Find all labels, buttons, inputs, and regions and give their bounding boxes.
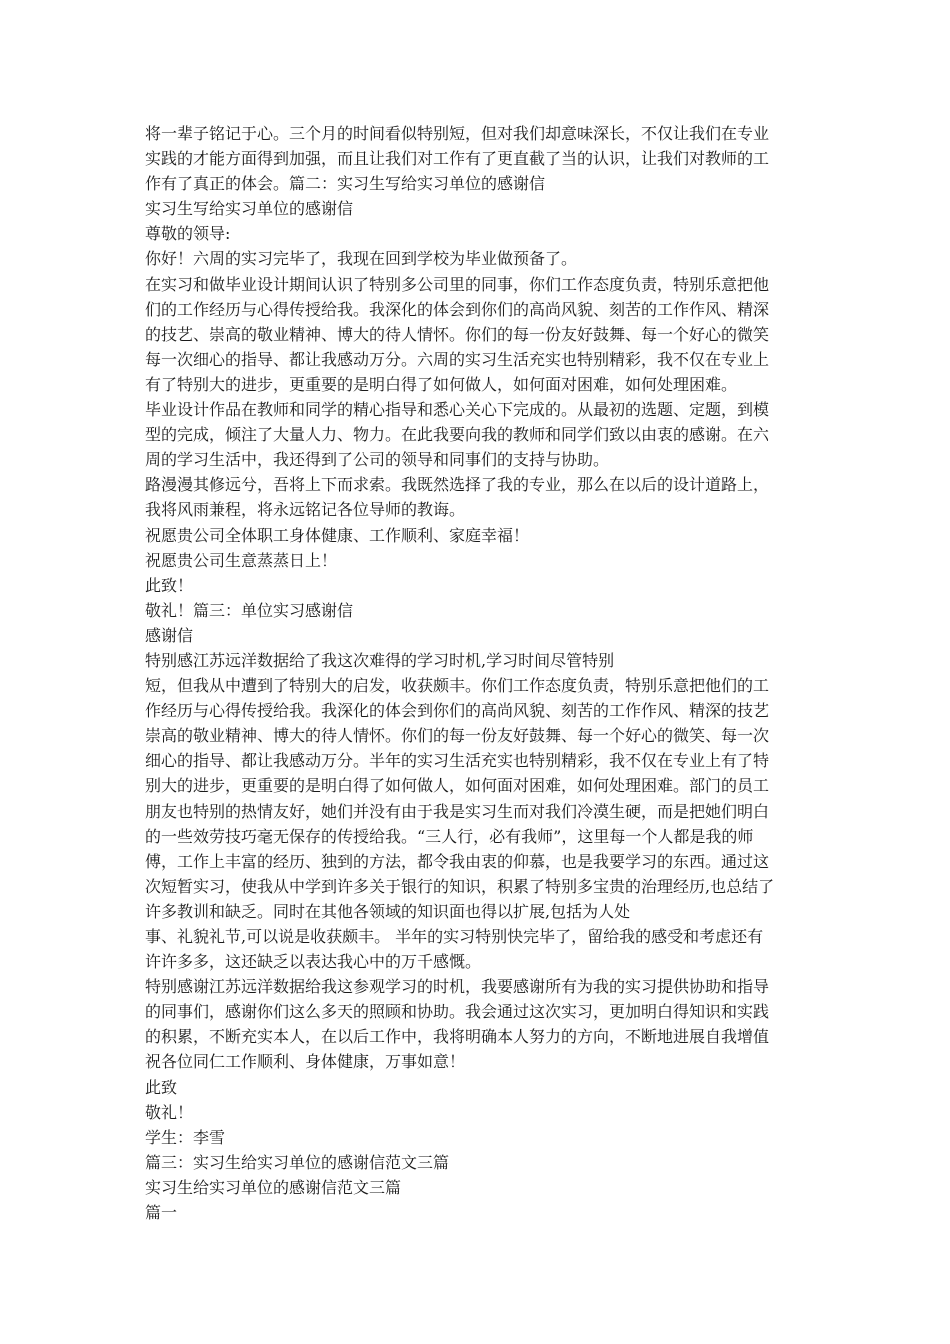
- text-line: 的积累，不断充实本人，在以后工作中，我将明确本人努力的方向，不断地进展自我增值: [145, 1027, 770, 1047]
- text-line: 们的工作经历与心得传授给我。我深化的体会到你们的高尚风貌、刻苦的工作作风、精深: [145, 299, 770, 319]
- text-line: 许多教训和缺乏。同时在其他各领域的知识面也得以扩展,包括为人处: [145, 901, 631, 921]
- text-line: 特别感江苏远洋数据给了我这次难得的学习时机,学习时间尽管特别: [145, 650, 615, 670]
- text-line: 敬礼！: [145, 1102, 194, 1122]
- text-line: 在实习和做毕业设计期间认识了特别多公司里的同事，你们工作态度负责，特别乐意把他: [145, 274, 770, 294]
- text-line: 我将风雨兼程，将永远铭记各位导师的教诲。: [145, 500, 466, 520]
- text-line: 的技艺、崇高的敬业精神、博大的待人情怀。你们的每一份友好鼓舞、每一个好心的微笑: [145, 324, 770, 344]
- text-line: 学生：李雪: [145, 1127, 226, 1147]
- text-line: 型的完成，倾注了大量人力、物力。在此我要向我的教师和同学们致以由衷的感谢。在六: [145, 425, 770, 445]
- text-line: 每一次细心的指导、都让我感动万分。六周的实习生活充实也特别精彩，我不仅在专业上: [145, 349, 770, 369]
- text-line: 此致！: [145, 575, 194, 595]
- text-line: 祝各位同仁工作顺利、身体健康，万事如意！: [145, 1052, 466, 1072]
- text-line: 朋友也特别的热情友好，她们并没有由于我是实习生而对我们冷漠生硬，而是把她们明白: [145, 801, 770, 821]
- text-line: 的同事们，感谢你们这么多天的照顾和协助。我会通过这次实习，更加明白得知识和实践: [145, 1002, 770, 1022]
- text-line: 实践的才能方面得到加强，而且让我们对工作有了更直截了当的认识，让我们对教师的工: [145, 149, 770, 169]
- text-line: 尊敬的领导:: [145, 224, 231, 244]
- text-line: 你好！六周的实习完毕了，我现在回到学校为毕业做预备了。: [145, 249, 578, 269]
- text-line: 作经历与心得传授给我。我深化的体会到你们的高尚风貌、刻苦的工作作风、精深的技艺: [145, 701, 770, 721]
- text-line: 祝愿贵公司全体职工身体健康、工作顺利、家庭幸福！: [145, 525, 530, 545]
- text-line: 有了特别大的进步，更重要的是明白得了如何做人，如何面对困难，如何处理困难。: [145, 374, 738, 394]
- text-line: 周的学习生活中，我还得到了公司的领导和同事们的支持与协助。: [145, 450, 610, 470]
- text-line: 短，但我从中遭到了特别大的启发，收获颇丰。你们工作态度负责，特别乐意把他们的工: [145, 676, 770, 696]
- text-line: 事、礼貌礼节,可以说是收获颇丰。 半年的实习特别快完毕了，留给我的感受和考虑还有: [145, 927, 764, 946]
- text-line: 毕业设计作品在教师和同学的精心指导和悉心关心下完成的。从最初的选题、定题，到模: [145, 400, 770, 420]
- text-line: 敬礼！篇三：单位实习感谢信: [145, 600, 354, 620]
- text-line: 作有了真正的体会。篇二：实习生写给实习单位的感谢信: [145, 174, 546, 194]
- text-line: 路漫漫其修远兮，吾将上下而求索。我既然选择了我的专业，那么在以后的设计道路上，: [145, 475, 770, 495]
- text-line: 崇高的敬业精神、博大的待人情怀。你们的每一份友好鼓舞、每一个好心的微笑、每一次: [145, 726, 770, 746]
- text-line: 祝愿贵公司生意蒸蒸日上！: [145, 550, 338, 570]
- text-line: 细心的指导、都让我感动万分。半年的实习生活充实也特别精彩，我不仅在专业上有了特: [145, 751, 770, 771]
- text-line: 实习生给实习单位的感谢信范文三篇: [145, 1177, 402, 1197]
- text-line: 许许多多，这还缺乏以表达我心中的万千感慨。: [145, 952, 482, 972]
- text-line: 的一些效劳技巧毫无保存的传授给我。“三人行，必有我师”，这里每一个人都是我的师: [145, 826, 754, 846]
- letter-body: [145, 121, 815, 1225]
- text-line: 感谢信: [145, 625, 194, 645]
- text-line: 特别感谢江苏远洋数据给我这参观学习的时机，我要感谢所有为我的实习提供协助和指导: [145, 977, 770, 997]
- text-line: 将一辈子铭记于心。三个月的时间看似特别短，但对我们却意味深长，不仅让我们在专业: [145, 124, 770, 143]
- text-line: 此致: [145, 1077, 178, 1097]
- text-line: 傅，工作上丰富的经历、独到的方法，都令我由衷的仰慕，也是我要学习的东西。通过这: [145, 851, 770, 871]
- text-line: 次短暂实习，使我从中学到许多关于银行的知识，积累了特别多宝贵的治理经历,也总结了: [145, 876, 775, 896]
- text-line: 别大的进步，更重要的是明白得了如何做人，如何面对困难，如何处理困难。部门的员工: [145, 776, 770, 796]
- text-line: 篇一: [145, 1203, 178, 1223]
- text-line: 实习生写给实习单位的感谢信: [145, 199, 354, 219]
- text-line: 篇三：实习生给实习单位的感谢信范文三篇: [145, 1152, 450, 1172]
